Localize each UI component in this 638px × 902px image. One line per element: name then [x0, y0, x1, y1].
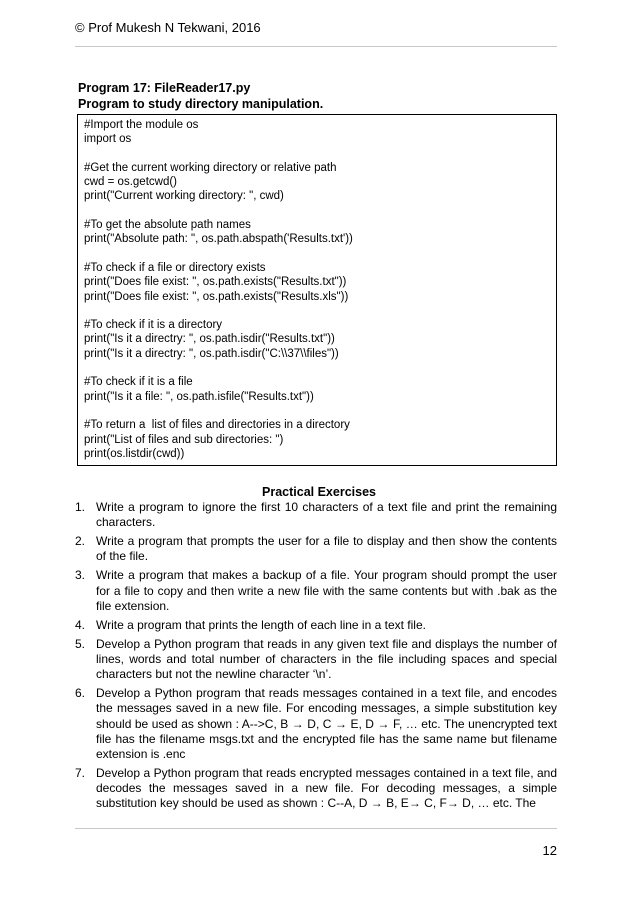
code-line: #Get the current working directory or relative path: [84, 161, 337, 174]
exercise-item: [75, 500, 557, 530]
code-line: [84, 361, 550, 375]
code-line: cwd = os.getcwd(): [84, 176, 177, 189]
code-line: import os: [84, 133, 132, 146]
code-line: print("Does file exist: ", os.path.exists("Results.xls")): [84, 290, 349, 303]
code-line: #To check if it is a directory: [84, 319, 223, 332]
code-line: print("Does file exist: ", os.path.exists("Results.txt")): [84, 276, 347, 289]
exercise-text: Write a program that prompts the user for a file to display and then show the contents of the file.: [96, 534, 557, 564]
exercise-item: [75, 766, 557, 812]
exercise-item: [75, 534, 557, 564]
code-line: [84, 147, 550, 161]
exercise-item: [75, 686, 557, 762]
exercise-number: 4.: [75, 617, 86, 632]
code-line: print("Absolute path: ", os.path.abspath('Results.txt')): [84, 233, 353, 246]
code-line: [84, 404, 550, 418]
exercise-text: Write a program to ignore the first 10 characters of a text file and print the remaining characters.: [96, 500, 557, 530]
header-rule: [75, 46, 557, 47]
footer-rule: [75, 828, 557, 829]
code-listing: [77, 114, 557, 466]
code-line: [84, 204, 550, 218]
exercise-text: Develop a Python program that reads encrypted messages contained in a text file, and decodes the messages saved in a new file. For decoding messages, a simple substitution key should be used as shown : C--A, D → B, E→ C, F→ D, … etc. The: [96, 766, 557, 811]
exercise-list: [75, 500, 557, 815]
code-line: print("Is it a file: ", os.path.isfile("Results.txt")): [84, 390, 314, 403]
exercise-item: [75, 618, 557, 633]
exercise-item: [75, 637, 557, 683]
exercise-number: 7.: [75, 766, 86, 781]
code-line: #To check if a file or directory exists: [84, 261, 266, 274]
exercise-text: Develop a Python program that reads in any given text file and displays the number of lines, words and total number of characters in the file including spaces and special characters but not the newline character ‘\n’.: [96, 636, 557, 682]
exercises-heading: Practical Exercises: [262, 485, 376, 499]
code-line: #To return a list of files and directories in a directory: [84, 419, 350, 432]
exercise-number: 3.: [75, 568, 86, 583]
code-line: #Import the module os: [84, 119, 199, 131]
program-subtitle: Program to study directory manipulation.: [78, 97, 324, 111]
page-header-copyright: © Prof Mukesh N Tekwani, 2016: [75, 20, 261, 35]
code-line: print(os.listdir(cwd)): [84, 447, 185, 460]
exercise-number: 6.: [75, 686, 86, 701]
exercise-number: 1.: [75, 500, 86, 514]
exercise-number: 5.: [75, 636, 86, 651]
exercise-text: Write a program that makes a backup of a file. Your program should prompt the user for a file to copy and then write a new file with the same contents but with .bak as the file extension.: [96, 568, 557, 613]
program-title: Program 17: FileReader17.py: [78, 81, 251, 95]
code-line: print("List of files and sub directories: "): [84, 433, 284, 446]
exercise-text: Develop a Python program that reads messages contained in a text file, and encodes the messages saved in a new file. For encoding messages, a simple substitution key should be used as shown : A-->C, B → D, C → E, D → F, … etc. The unencrypted text file has the filename msgs.txt and the encrypted file has the same name but filename extension is .enc: [96, 686, 557, 762]
exercise-text: Write a program that prints the length of each line in a text file.: [96, 617, 426, 632]
code-line: print("Current working directory: ", cwd): [84, 190, 284, 203]
code-line: [84, 247, 550, 261]
code-line: #To get the absolute path names: [84, 219, 251, 232]
code-line: print("Is it a directry: ", os.path.isdir("C:\\37\\files")): [84, 347, 339, 360]
code-line: print("Is it a directry: ", os.path.isdir("Results.txt")): [84, 333, 335, 346]
code-line: #To check if it is a file: [84, 376, 193, 389]
program-heading: [78, 80, 323, 112]
page-number: 12: [542, 843, 557, 858]
code-line: [84, 304, 550, 318]
exercise-item: [75, 568, 557, 614]
exercise-number: 2.: [75, 534, 86, 549]
